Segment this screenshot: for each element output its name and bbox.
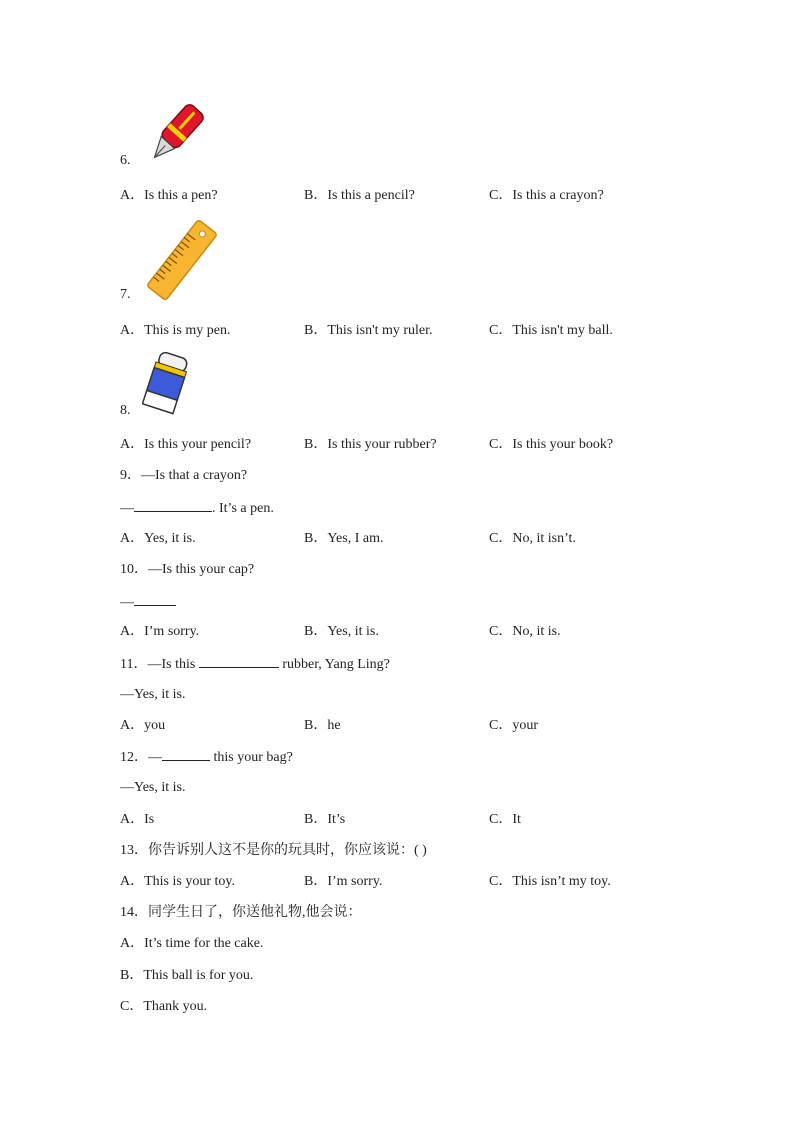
question-11-text-after: rubber, Yang Ling? <box>278 657 390 672</box>
question-8-option-c[interactable]: C．Is this your book? <box>489 437 614 452</box>
question-10-number: 10． <box>120 562 148 577</box>
question-8-number: 8. <box>120 403 131 418</box>
question-12-text-before: — <box>148 750 162 765</box>
answer-blank[interactable] <box>162 748 210 761</box>
question-12 <box>120 748 293 767</box>
question-7-number: 7. <box>120 287 131 302</box>
answer-blank[interactable] <box>134 499 212 512</box>
answer-blank[interactable] <box>134 593 176 606</box>
question-9-answer-prefix: — <box>120 501 134 516</box>
question-6-option-b[interactable]: B．Is this a pencil? <box>304 188 415 203</box>
question-8-option-b[interactable]: B．Is this your rubber? <box>304 437 437 452</box>
question-11-text-before: —Is this <box>147 657 199 672</box>
question-13 <box>120 842 427 860</box>
question-10-text: —Is this your cap? <box>148 562 255 577</box>
question-8-option-a[interactable]: A．Is this your pencil? <box>120 437 252 452</box>
question-9-option-c[interactable]: C．No, it isn’t. <box>489 531 576 546</box>
pen-image <box>140 100 212 170</box>
question-14-option-a[interactable]: A．It’s time for the cake. <box>120 936 264 951</box>
question-6-option-a[interactable]: A．Is this a pen? <box>120 188 218 203</box>
question-7-option-a[interactable]: A．This is my pen. <box>120 323 231 338</box>
question-10-option-c[interactable]: C．No, it is. <box>489 624 561 639</box>
question-6-number: 6. <box>120 153 131 168</box>
question-7-option-b[interactable]: B．This isn't my ruler. <box>304 323 433 338</box>
question-12-option-a[interactable]: A．Is <box>120 812 155 827</box>
question-14-number: 14． <box>120 905 148 920</box>
question-11-number: 11． <box>120 657 148 672</box>
question-13-number: 13． <box>120 843 148 858</box>
question-11-option-b[interactable]: B．he <box>304 718 341 733</box>
question-14-option-b[interactable]: B．This ball is for you. <box>120 968 254 983</box>
question-12-text-after: this your bag? <box>210 750 293 765</box>
question-9-option-a[interactable]: A．Yes, it is. <box>120 531 196 546</box>
question-12-option-b[interactable]: B．It’s <box>304 812 346 827</box>
question-9-answer-line <box>120 499 274 518</box>
question-10-answer-prefix: — <box>120 595 134 610</box>
question-13-option-b[interactable]: B．I’m sorry. <box>304 874 383 889</box>
question-13-text: 你告诉别人这不是你的玩具时，你应该说：( ) <box>148 843 427 858</box>
question-9-answer-suffix: . It’s a pen. <box>212 501 274 516</box>
question-9-text: —Is that a crayon? <box>141 468 248 483</box>
question-14 <box>120 904 362 922</box>
question-13-option-a[interactable]: A．This is your toy. <box>120 874 235 889</box>
question-10-option-a[interactable]: A．I’m sorry. <box>120 624 200 639</box>
question-6-option-c[interactable]: C．Is this a crayon? <box>489 188 604 203</box>
question-10-answer-line <box>120 593 176 612</box>
question-14-option-c[interactable]: C．Thank you. <box>120 999 208 1014</box>
question-11-option-a[interactable]: A．you <box>120 718 166 733</box>
question-12-option-c[interactable]: C．It <box>489 812 521 827</box>
question-9 <box>120 467 247 485</box>
question-7-option-c[interactable]: C．This isn't my ball. <box>489 323 613 338</box>
question-10-option-b[interactable]: B．Yes, it is. <box>304 624 379 639</box>
question-9-option-b[interactable]: B．Yes, I am. <box>304 531 384 546</box>
question-12-answer: —Yes, it is. <box>120 780 186 795</box>
answer-blank[interactable] <box>199 655 279 668</box>
question-14-text: 同学生日了，你送他礼物,他会说： <box>148 905 362 920</box>
question-9-number: 9． <box>120 468 141 483</box>
question-11 <box>120 655 390 674</box>
question-10 <box>120 561 254 579</box>
question-11-answer: —Yes, it is. <box>120 687 186 702</box>
question-11-option-c[interactable]: C．your <box>489 718 538 733</box>
question-13-option-c[interactable]: C．This isn’t my toy. <box>489 874 611 889</box>
question-12-number: 12． <box>120 750 148 765</box>
rubber-image <box>142 350 190 416</box>
ruler-image <box>144 218 220 302</box>
